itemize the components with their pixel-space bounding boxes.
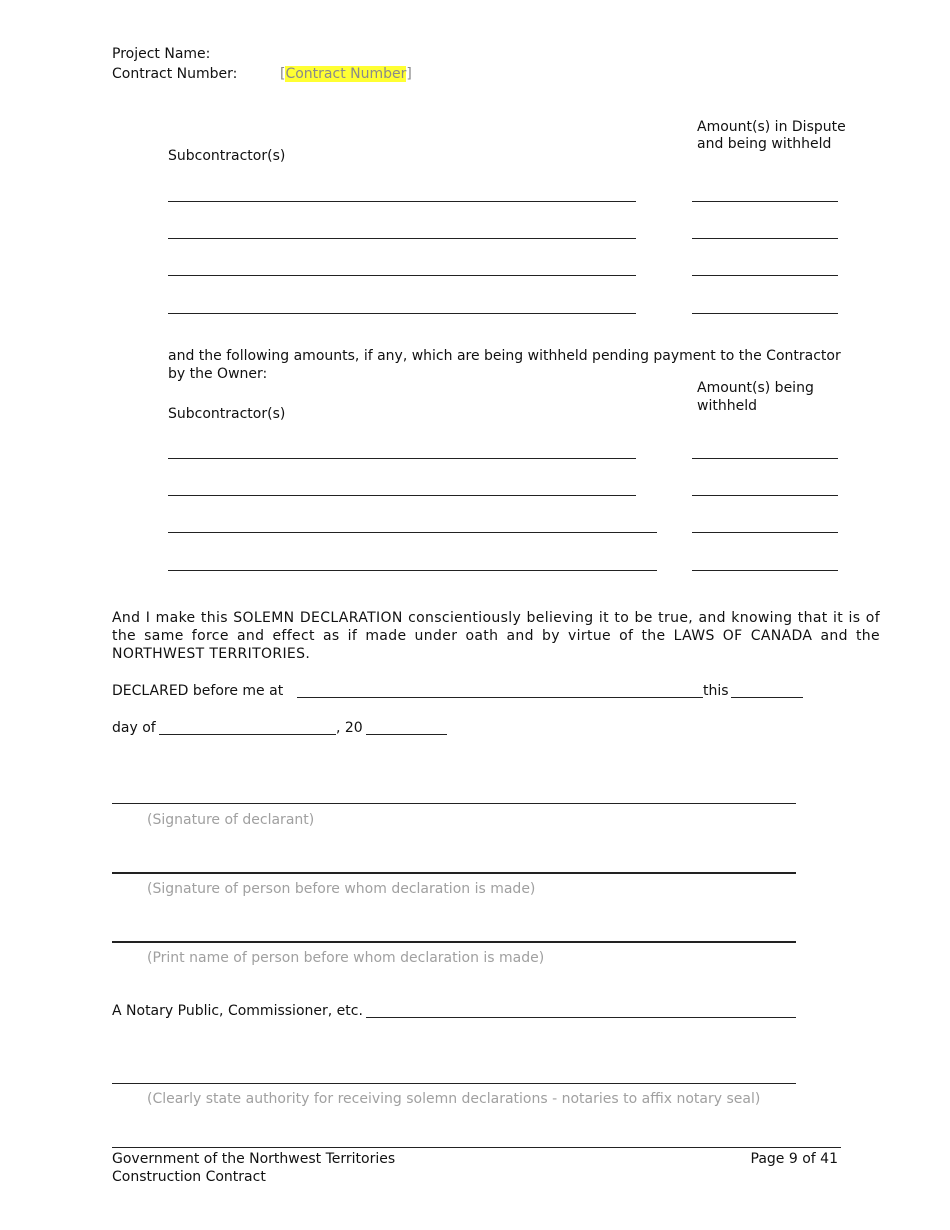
footer-page-number: Page 9 of 41 (750, 1151, 838, 1167)
declared-location-line[interactable] (297, 697, 703, 698)
person-before-signature-line[interactable] (112, 872, 796, 874)
this-label: this (703, 683, 729, 699)
declarant-signature-caption: (Signature of declarant) (147, 812, 315, 828)
dispute-subcontractor-line[interactable] (168, 313, 636, 314)
dispute-amount-line[interactable] (692, 313, 838, 314)
dispute-subcontractor-line[interactable] (168, 201, 636, 202)
dispute-amount-line[interactable] (692, 201, 838, 202)
withheld-amount-line[interactable] (692, 532, 838, 533)
declarant-signature-line[interactable] (112, 803, 796, 804)
withheld-amount-line[interactable] (692, 458, 838, 459)
notary-label: A Notary Public, Commissioner, etc. (112, 1003, 363, 1019)
dispute-subcontractor-line[interactable] (168, 275, 636, 276)
solemn-declaration-text: And I make this SOLEMN DECLARATION conscientiously believing it to be true, and knowing that it is of the same force and effect as if made under oath and by virtue of the LAWS OF CANADA and the NORTHWEST TERRITORIES. (112, 610, 880, 662)
dispute-subcontractor-line[interactable] (168, 238, 636, 239)
contract-number-field[interactable]: [Contract Number] (280, 66, 412, 82)
year-prefix-label: , 20 (336, 720, 363, 736)
withheld-subcontractor-header: Subcontractor(s) (168, 406, 286, 422)
amount-withheld-header-line1: Amount(s) being (697, 380, 814, 396)
footer-org-line2: Construction Contract (112, 1169, 266, 1185)
person-before-signature-caption: (Signature of person before whom declaration is made) (147, 881, 536, 897)
print-name-line[interactable] (112, 941, 796, 943)
declared-year-line[interactable] (366, 734, 447, 735)
withheld-subcontractor-line[interactable] (168, 458, 636, 459)
footer-divider (112, 1147, 841, 1148)
amount-withheld-header-line2: withheld (697, 398, 757, 414)
amount-dispute-header-line1: Amount(s) in Dispute (697, 119, 846, 135)
print-name-caption: (Print name of person before whom declaration is made) (147, 950, 545, 966)
day-of-label: day of (112, 720, 156, 736)
withheld-subcontractor-line[interactable] (168, 570, 657, 571)
footer-org-line1: Government of the Northwest Territories (112, 1151, 396, 1167)
withheld-subcontractor-line[interactable] (168, 495, 636, 496)
notary-line[interactable] (366, 1017, 796, 1018)
contract-number-label: Contract Number: (112, 66, 238, 82)
withheld-intro-text: and the following amounts, if any, which are being withheld pending payment to the Contractor by the Owner: (168, 348, 841, 382)
declared-before-label: DECLARED before me at (112, 683, 284, 699)
dispute-amount-line[interactable] (692, 238, 838, 239)
withheld-amount-line[interactable] (692, 570, 838, 571)
authority-caption: (Clearly state authority for receiving solemn declarations - notaries to affix notary seal) (147, 1091, 761, 1107)
dispute-amount-line[interactable] (692, 275, 838, 276)
declared-month-line[interactable] (159, 734, 336, 735)
authority-line[interactable] (112, 1083, 796, 1084)
withheld-subcontractor-line[interactable] (168, 532, 657, 533)
declared-day-line[interactable] (731, 697, 803, 698)
amount-dispute-header-line2: and being withheld (697, 136, 832, 152)
dispute-subcontractor-header: Subcontractor(s) (168, 148, 286, 164)
project-name-label: Project Name: (112, 46, 211, 62)
withheld-amount-line[interactable] (692, 495, 838, 496)
contract-number-placeholder: Contract Number (285, 66, 407, 82)
